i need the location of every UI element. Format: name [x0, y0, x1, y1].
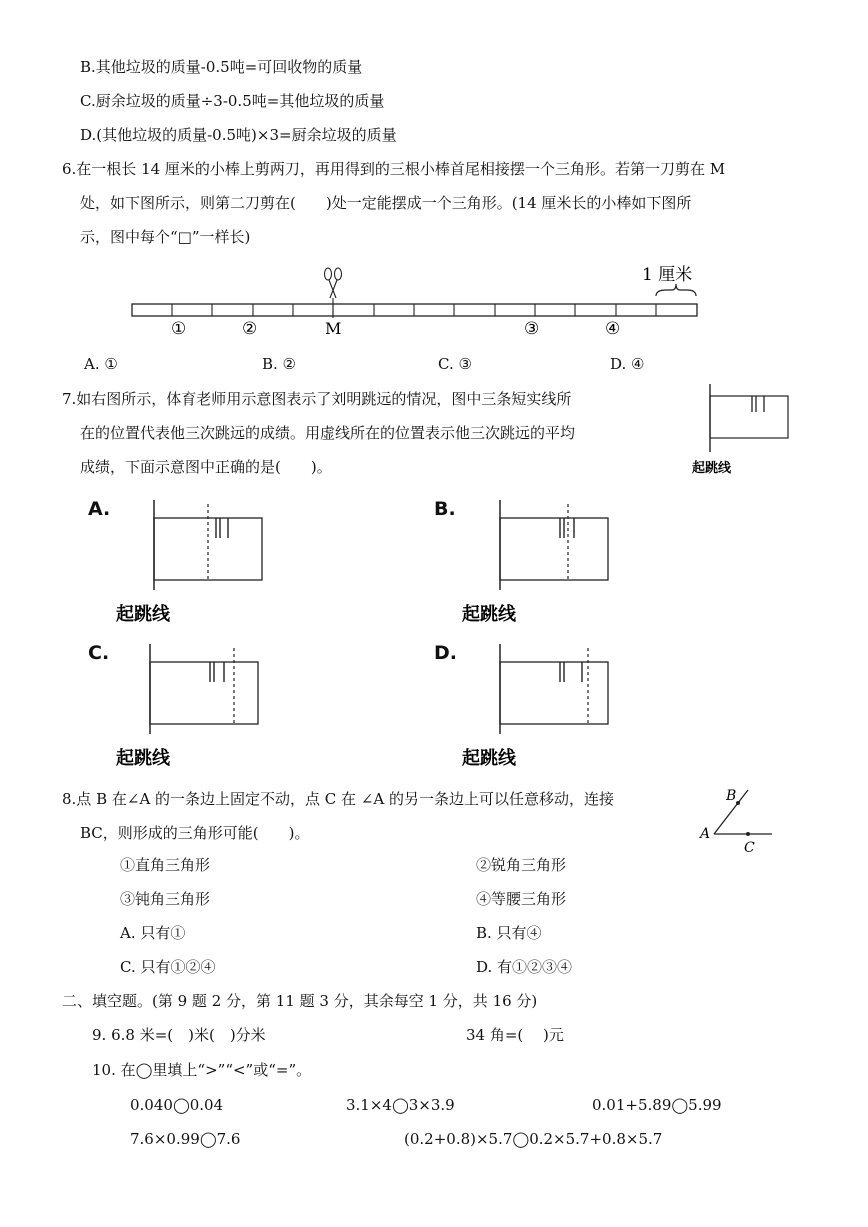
q8-item-4: ④等腰三角形 — [476, 890, 567, 908]
q5-option-b: B.其他垃圾的质量-0.5吨=可回收物的质量 — [80, 58, 363, 76]
angle-figure — [696, 782, 780, 854]
q8-option-d: D. 有①②③④ — [476, 958, 573, 976]
q6-option-c: C. ③ — [438, 355, 472, 373]
q8-text-line1: 8.点 B 在∠A 的一条边上固定不动，点 C 在 ∠A 的另一条边上可以任意移动，连接 — [62, 790, 614, 808]
q8-option-b: B. 只有④ — [476, 924, 542, 942]
q8-item-3: ③钝角三角形 — [120, 890, 211, 908]
q6-text-line1: 6.在一根长 14 厘米的小棒上剪两刀，再用得到的三根小棒首尾相接摆一个三角形。若第一刀剪在 M — [62, 160, 726, 178]
q8-text-line2: BC，则形成的三角形可能( )。 — [80, 824, 310, 842]
q7-choice-b-figure — [456, 496, 626, 626]
scissors-icon — [325, 268, 342, 318]
q7-choice-d-figure — [456, 640, 626, 770]
q6-option-d: D. ④ — [610, 355, 645, 373]
q6-option-a: A. ① — [84, 355, 118, 373]
q10-item-1: 0.040◯0.04 — [130, 1096, 224, 1114]
marker-m: M — [325, 319, 342, 338]
q9-left: 9. 6.8 米=( )米( )分米 — [92, 1026, 266, 1044]
marker-1: ① — [171, 319, 187, 339]
brace-icon — [656, 284, 696, 296]
marker-4: ④ — [605, 319, 621, 339]
point-c-label: C — [744, 840, 755, 854]
stick-figure — [120, 262, 710, 344]
q7-choice-b-letter: B. — [434, 498, 456, 520]
choice-c-caption: 起跳线 — [116, 748, 170, 769]
q7-choice-a-figure — [110, 496, 280, 626]
stick-segments — [172, 304, 656, 316]
q7-text-line2: 在的位置代表他三次跳远的成绩。用虚线所在的位置表示他三次跳远的平均 — [80, 424, 576, 442]
q10-item-2: 3.1×4◯3×3.9 — [346, 1096, 455, 1114]
q8-item-2: ②锐角三角形 — [476, 856, 567, 874]
point-a-label: A — [700, 826, 711, 842]
q10-title: 10. 在◯里填上“>”“<”或“=”。 — [92, 1061, 312, 1079]
q8-option-a: A. 只有① — [120, 924, 186, 942]
q7-text-line1: 7.如右图所示，体育老师用示意图表示了刘明跳远的情况，图中三条短实线所 — [62, 390, 572, 408]
section2-title: 二、填空题。(第 9 题 2 分，第 11 题 3 分，其余每空 1 分，共 16 分) — [62, 992, 538, 1010]
marker-3: ③ — [524, 319, 540, 339]
q7-choice-c-letter: C. — [88, 642, 110, 664]
q5-option-c: C.厨余垃圾的质量÷3-0.5吨=其他垃圾的质量 — [80, 92, 385, 110]
q7-choice-a-letter: A. — [88, 498, 111, 520]
marker-2: ② — [242, 319, 258, 339]
q8-item-1: ①直角三角形 — [120, 856, 211, 874]
q10-item-3: 0.01+5.89◯5.99 — [592, 1096, 722, 1114]
choice-d-caption: 起跳线 — [462, 748, 516, 769]
q10-item-4: 7.6×0.99◯7.6 — [130, 1130, 241, 1148]
q8-option-c: C. 只有①②④ — [120, 958, 216, 976]
q10-item-5: (0.2+0.8)×5.7◯0.2×5.7+0.8×5.7 — [404, 1130, 663, 1148]
q6-option-b: B. ② — [262, 355, 297, 373]
unit-label: 1 厘米 — [642, 265, 693, 285]
q7-reference-figure — [690, 380, 800, 480]
reference-caption: 起跳线 — [692, 461, 732, 476]
q7-text-line3: 成绩，下面示意图中正确的是( )。 — [80, 458, 332, 476]
q5-option-d: D.(其他垃圾的质量-0.5吨)×3=厨余垃圾的质量 — [80, 126, 397, 144]
choice-b-caption: 起跳线 — [462, 604, 516, 625]
choice-a-caption: 起跳线 — [116, 604, 170, 625]
q6-text-line2: 处，如下图所示，则第二刀剪在( )处一定能摆成一个三角形。(14 厘米长的小棒如下图所 — [80, 194, 692, 212]
q6-text-line3: 示，图中每个“□”一样长) — [80, 228, 251, 246]
q7-choice-d-letter: D. — [434, 642, 457, 664]
point-b-label: B — [726, 788, 737, 804]
q9-right: 34 角=( )元 — [466, 1026, 564, 1044]
q7-choice-c-figure — [110, 640, 280, 770]
